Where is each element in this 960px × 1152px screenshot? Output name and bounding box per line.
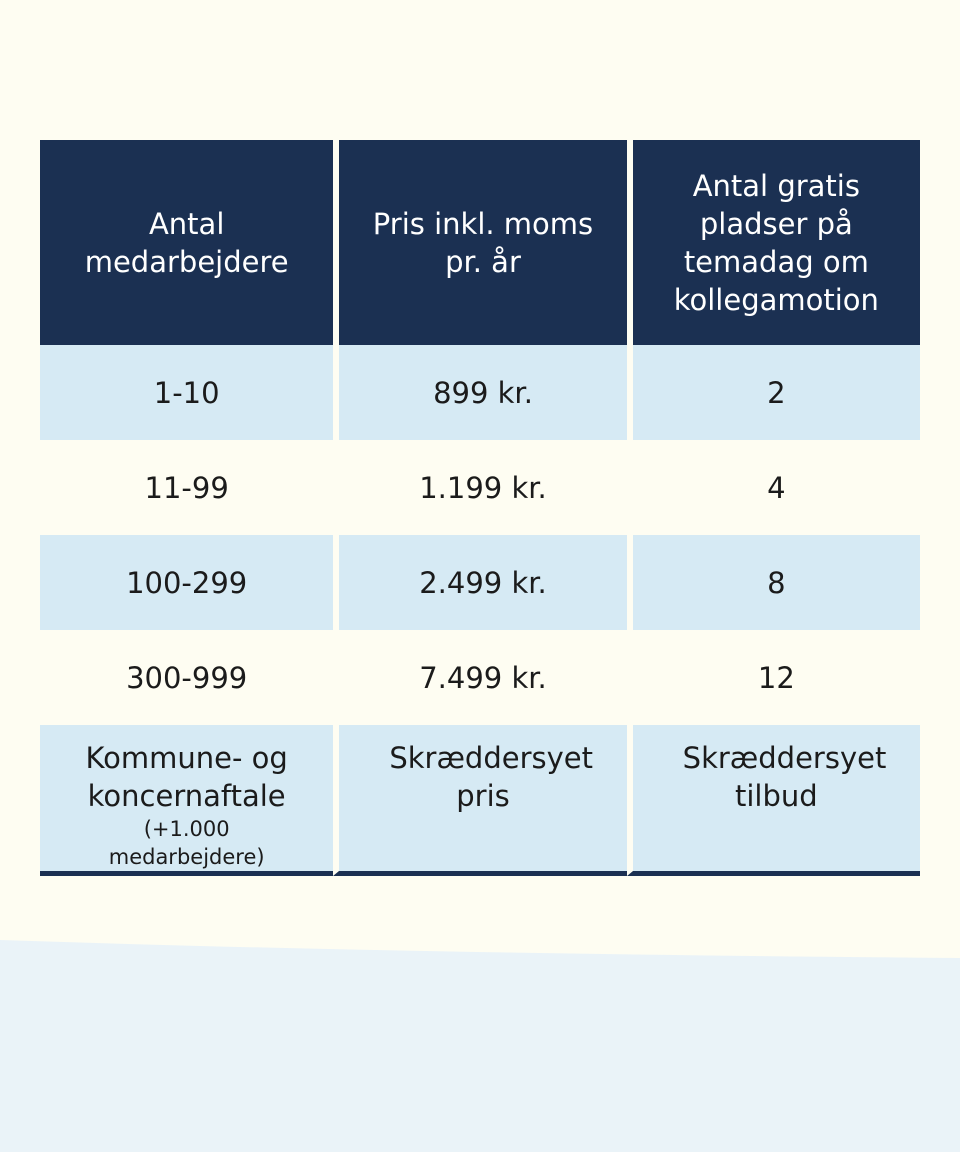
header-price: Pris inkl. moms pr. år — [333, 140, 626, 345]
cell-price: 899 kr. — [333, 345, 626, 440]
enterprise-label: Kommune- og koncernaftale — [85, 741, 288, 813]
cell-free-seats: 12 — [627, 630, 920, 725]
cell-free-seats: 2 — [627, 345, 920, 440]
cell-free-seats: 8 — [627, 535, 920, 630]
enterprise-sublabel: (+1.000 medarbejdere) — [108, 817, 265, 869]
table-row — [40, 440, 920, 535]
table-row — [40, 630, 920, 725]
header-free-seats: Antal gratis pladser på temadag om kollegamotion — [627, 140, 920, 345]
cell-employees — [40, 725, 333, 876]
pricing-table — [40, 140, 920, 876]
cell-price: 2.499 kr. — [333, 535, 626, 630]
cell-price: Skræddersyet pris — [333, 725, 626, 876]
cell-employees: 300-999 — [40, 630, 333, 725]
table-row — [40, 345, 920, 440]
cell-free-seats: Skræddersyet tilbud — [627, 725, 920, 876]
cell-employees: 1-10 — [40, 345, 333, 440]
cell-price: 7.499 kr. — [333, 630, 626, 725]
table-row-enterprise — [40, 725, 920, 876]
cell-employees: 100-299 — [40, 535, 333, 630]
table-header-row — [40, 140, 920, 345]
cell-price: 1.199 kr. — [333, 440, 626, 535]
cell-free-seats: 4 — [627, 440, 920, 535]
table-row — [40, 535, 920, 630]
cell-employees: 11-99 — [40, 440, 333, 535]
header-employees: Antal medarbejdere — [40, 140, 333, 345]
